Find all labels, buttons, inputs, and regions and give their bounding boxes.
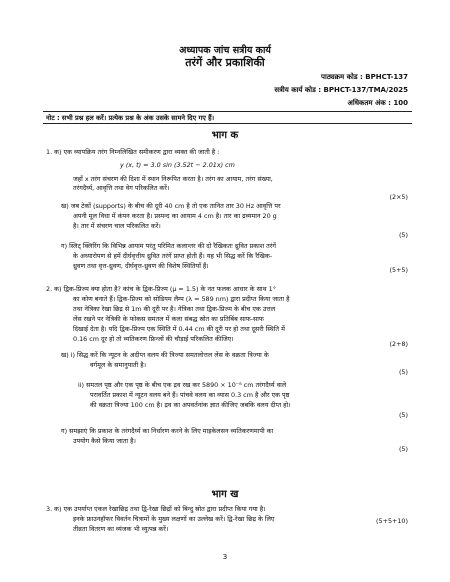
max-marks: अधिकतम अंक : 100 bbox=[347, 99, 408, 107]
marks-label: (5+5+10) bbox=[376, 517, 408, 525]
course-code: पाठ्यक्रम कोड : BPHCT-137 bbox=[320, 73, 408, 81]
marks-label: (5) bbox=[398, 411, 408, 419]
marks-label: (5) bbox=[398, 231, 408, 239]
question-line: इनके फ्राउनहॉफर विवर्तन चित्रामों के मुख्य लक्षणों का उल्लेख करें। द्वि-रेखा छिद्र के लिए bbox=[73, 515, 275, 523]
question-line: ग) समझाएं कि प्रकाश के तरंगदैर्घ्य का निर्धारण करने के लिए माइकेलसन व्यतिकरणमापी का bbox=[61, 427, 274, 435]
question-line: तीव्रता वितरण का व्यंजक भी व्युत्पन्न करें। bbox=[73, 525, 169, 533]
question-line: उपयोग कैसे किया जाता है। bbox=[73, 437, 136, 445]
section-b-heading: भाग ख bbox=[211, 489, 239, 500]
marks-label: (2+8) bbox=[389, 340, 408, 348]
question-line: तथा नेत्रिका रेखा छिद्र से 1m की दूरी पर है। नेत्रिका तथा द्विक-प्रिज्म के बीच एक उत्तल bbox=[73, 305, 276, 313]
question-line: 2. क) द्विक-प्रिज्म क्या होता है? कांच के द्विक-प्रिज्म (μ = 1.5) के नत फलक आधार के साथ 1° bbox=[46, 285, 276, 293]
question-line: ग) स्लिट् क्लिरिंग कि विभिन्न आयाम परंतु परिमित कलान्तर की दो रैखिकतः ध्रुवित प्रकाश तरंगें bbox=[61, 242, 276, 250]
question-line: ii) समतल पृष्ठ और एक पृष्ठ के बीच एक द्रव रख कर 5890 × 10⁻⁸ cm तरंगदैर्घ्य वाले bbox=[78, 381, 287, 389]
question-line: 1. क) एक व्यापक्रिय तरंग निम्नलिखित समीकरण द्वारा व्यक्त की जाती है : bbox=[46, 148, 220, 156]
question-line: वर्गमूल के समानुपाती है। bbox=[90, 361, 147, 369]
marks-label: (2×5) bbox=[389, 193, 408, 201]
page-number: 3 bbox=[222, 553, 228, 561]
question-line: ध्रुवण तथा वृत्त-ध्रुवण, दीर्घवृत्त-ध्रुवण की विशेष स्थितियाँ हैं। bbox=[73, 262, 209, 270]
marks-label: (5) bbox=[398, 445, 408, 453]
question-line: ख) i) सिद्ध करें कि न्यूटन के अदीप्त वलय की त्रिज्या समतलोत्तल लेंस के वक्रता त्रिज्या के bbox=[61, 351, 269, 359]
document-subtitle: तरंगें और प्रकाशिकी bbox=[185, 56, 265, 69]
question-line: जहाँ x तरंग संचरण की दिशा में स्थान निरूपित करता है। तरंग का आयाम, तरंग संख्या, bbox=[73, 175, 273, 183]
question-line: का कोण बनाते हैं। द्विक-प्रिज्म को सोडियम लैम्प (λ = 589 nm) द्वारा प्रदीप्त किया जाता है bbox=[73, 295, 290, 303]
question-line: दिखाई देता है। यदि द्विक-प्रिज्म एक स्थिति में 0.44 cm की दूरी पर हो तथा दूसरी स्थिति में bbox=[73, 325, 285, 333]
question-line: 0.16 cm दूर हो तो व्यतिकरण फ्रिन्जों की चौड़ाई परिकलित कीजिए। bbox=[73, 335, 234, 343]
question-line: लेंस रखने पर नेत्रिकी के फोकस समतल में कला संबद्ध स्रोत का प्रतिबिंब साफ-साफ bbox=[73, 315, 264, 323]
divider-bottom bbox=[43, 123, 412, 124]
question-line: की वक्रता त्रिज्या 100 cm है। द्रव का अपवर्तनांक ज्ञात कीजिए जबकि वलय दीप्त हो। bbox=[90, 401, 291, 409]
question-equation: y (x, t) = 3.0 sin (3.52t − 2.01x) cm bbox=[120, 161, 235, 169]
marks-label: (5+5) bbox=[389, 266, 408, 274]
question-line: 3. क) एक उपर्याप्त एकल रेखाछिद्र तथा द्वि-रेखा छिद्रों को बिन्दु स्रोत द्वारा प्रदीप्त किया गया है। bbox=[46, 505, 266, 513]
question-line: तरंगदैर्घ्य, आवृत्ति तथा वेग परिकलित करें। bbox=[73, 184, 170, 192]
question-line: ख) जब टेकों (supports) के बीच की दूरी 40 cm है तो एक तानित तार 30 Hz आवृत्ति पर bbox=[61, 202, 281, 210]
assignment-code: सत्रीय कार्य कोड : BPHCT-137/TMA/2025 bbox=[274, 86, 408, 94]
instruction-note: नोट : सभी प्रश्न हल करें। प्रत्येक प्रश्न के अंक उसके सामने दिए गए हैं। bbox=[46, 114, 215, 122]
section-a-heading: भाग क bbox=[211, 130, 239, 141]
question-line: परावर्तित प्रकाश में न्यूटन वलय बने हैं। पांचवे वलय का व्यास 0.3 cm है और एक पृष्ठ bbox=[90, 391, 290, 399]
question-line: है। तार में संचरण चाल परिकलित करें। bbox=[73, 222, 161, 230]
marks-label: (5) bbox=[398, 368, 408, 376]
question-line: के अध्यारोपण से हमें दीर्घवृत्तीय ध्रुवित तरंगें प्राप्त होती हैं। यह भी सिद्ध करें कि रैखिक- bbox=[73, 252, 273, 260]
divider-top bbox=[43, 111, 412, 112]
document-title: अध्यापक जांच सत्रीय कार्य bbox=[179, 45, 271, 56]
question-line: अपनी मूल विधा में कंपन करता है। प्रस्पन्द का आयाम 4 cm है। तार का द्रव्यमान 20 g bbox=[73, 212, 277, 220]
